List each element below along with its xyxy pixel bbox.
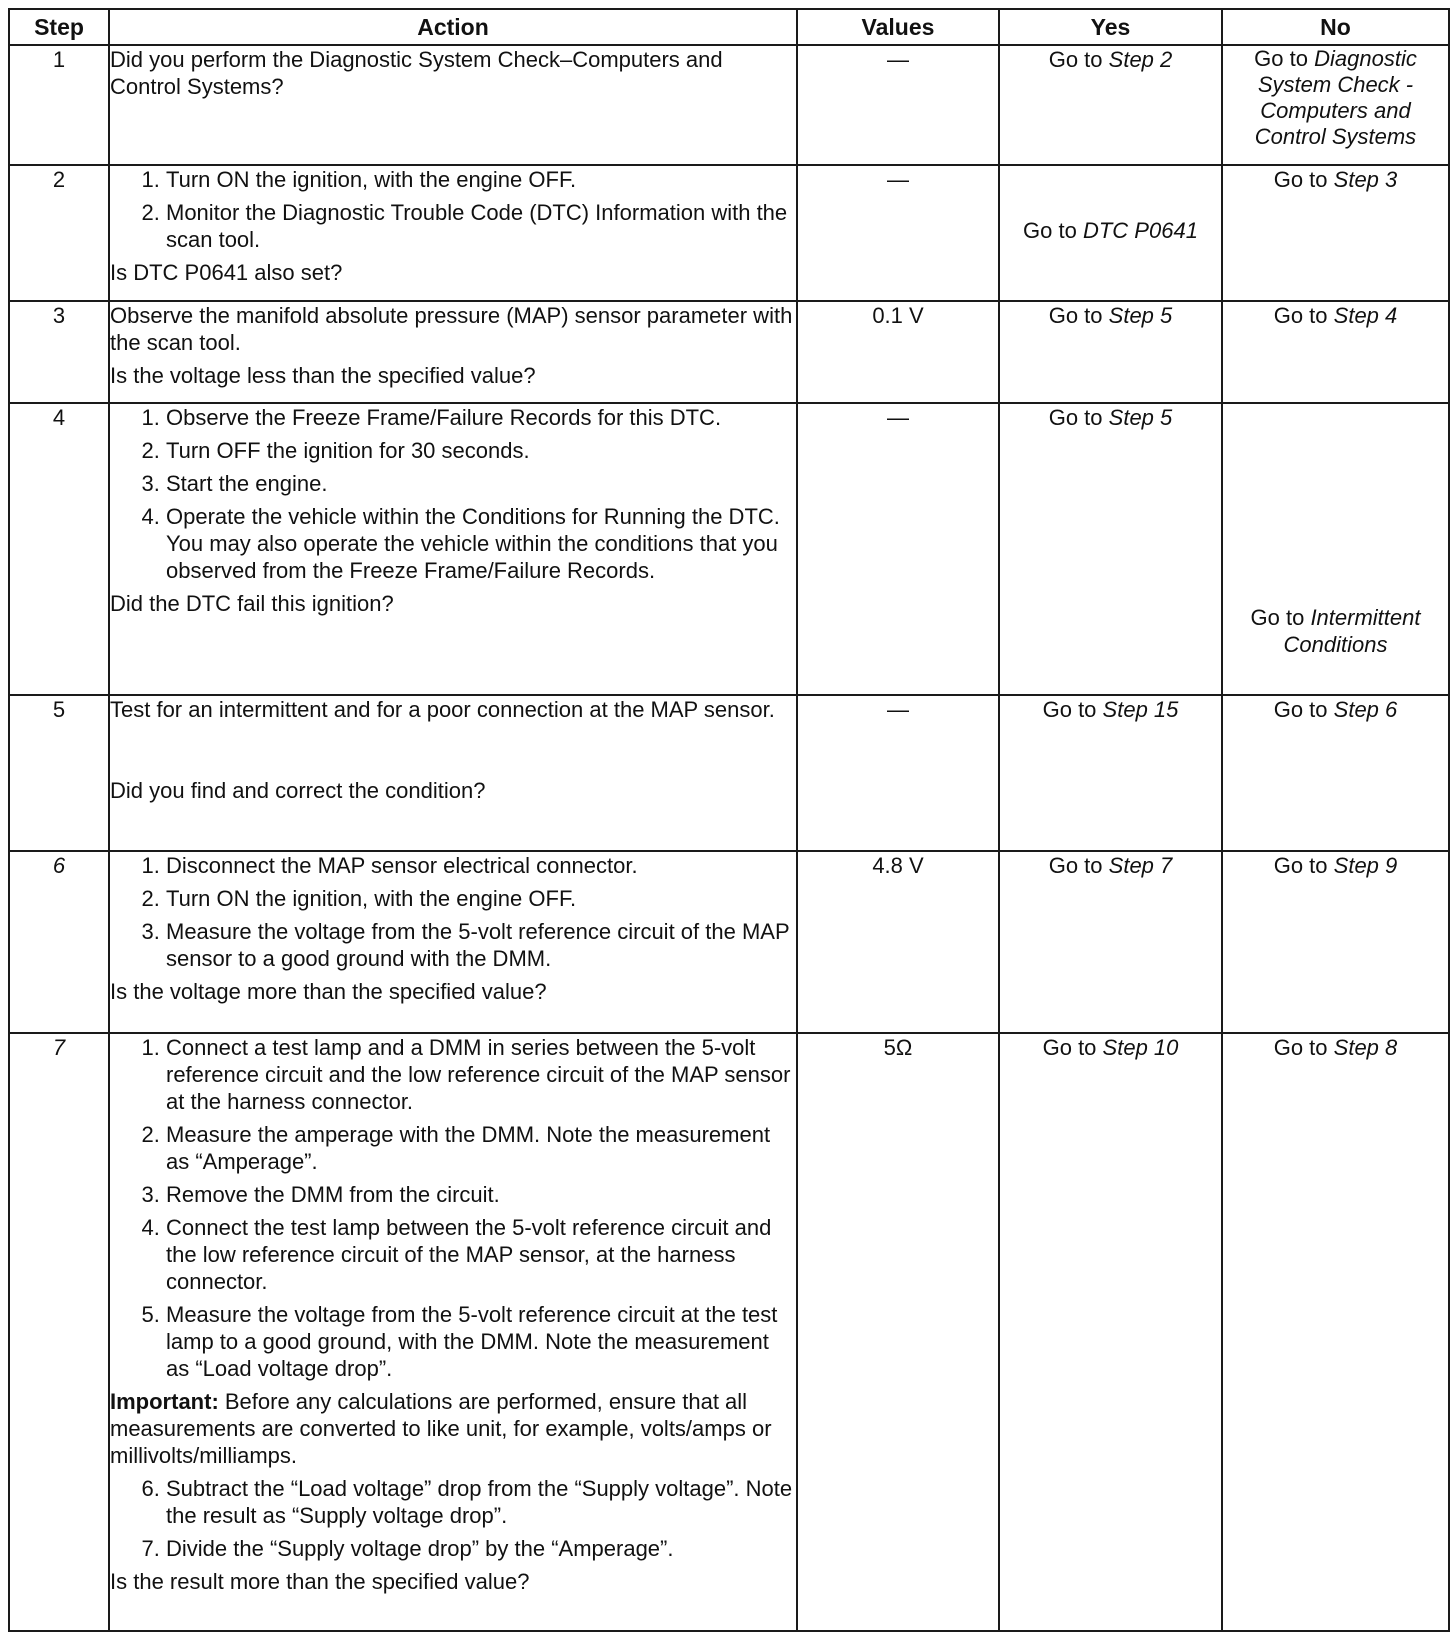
go-to-label: Go to [1023, 218, 1077, 243]
action-text: Did you perform the Diagnostic System Check–Computers and Control Systems? [110, 47, 723, 99]
value-text: — [887, 167, 909, 192]
go-to-label: Go to [1250, 605, 1305, 630]
diagnostic-table [8, 8, 1450, 1632]
go-to-label: Go to [1048, 405, 1103, 430]
yes-cell [999, 1033, 1222, 1631]
list-item: 1. Disconnect the MAP sensor electrical connector. [166, 852, 796, 879]
value-text: — [887, 405, 909, 430]
step-cell [9, 851, 109, 1033]
no-cell [1222, 1033, 1449, 1631]
go-to-label: Go to [1042, 697, 1097, 722]
yes-link[interactable]: Step 5 [1108, 405, 1173, 430]
action-steps [110, 1034, 796, 1382]
no-link[interactable]: Step 4 [1333, 303, 1398, 328]
action-cell [109, 165, 797, 301]
step-number: 3 [52, 303, 66, 328]
table-row [9, 1033, 1449, 1631]
step-cell [9, 301, 109, 403]
go-to-label: Go to [1273, 303, 1328, 328]
action-text: Observe the manifold absolute pressure (MAP) sensor parameter with the scan tool. [110, 303, 793, 355]
table-row [9, 695, 1449, 851]
go-to-label: Go to [1048, 853, 1103, 878]
header-action: Action [109, 9, 797, 45]
value-text: 0.1 V [872, 303, 924, 328]
list-item: 6. Subtract the “Load voltage” drop from the “Supply voltage”. Note the result as “Supply voltage drop”. [166, 1475, 796, 1529]
go-to-label: Go to [1042, 1035, 1097, 1060]
action-question: Is the voltage more than the specified value? [110, 979, 547, 1004]
value-text: — [887, 47, 909, 72]
step-number: 7 [52, 1035, 66, 1060]
list-item: 3. Remove the DMM from the circuit. [166, 1181, 796, 1208]
go-to-label: Go to [1048, 47, 1103, 72]
table-row [9, 45, 1449, 165]
step-cell [9, 695, 109, 851]
no-cell [1222, 165, 1449, 301]
list-item: 2. Turn ON the ignition, with the engine OFF. [166, 885, 796, 912]
step-number: 1 [52, 47, 66, 72]
no-cell [1222, 301, 1449, 403]
value-text: — [887, 697, 909, 722]
action-cell [109, 851, 797, 1033]
header-row [9, 9, 1449, 45]
action-question: Is the voltage less than the specified value? [110, 363, 536, 388]
yes-link[interactable]: Step 2 [1108, 47, 1173, 72]
yes-cell [999, 301, 1222, 403]
no-link[interactable]: Diagnostic System Check - Computers and Control Systems [1254, 46, 1417, 149]
values-cell [797, 695, 999, 851]
action-question: Did you find and correct the condition? [110, 778, 486, 803]
header-no: No [1222, 9, 1449, 45]
list-item: 1. Observe the Freeze Frame/Failure Records for this DTC. [166, 404, 796, 431]
list-item: 1. Turn ON the ignition, with the engine OFF. [166, 166, 796, 193]
values-cell [797, 403, 999, 695]
values-cell [797, 851, 999, 1033]
step-cell [9, 45, 109, 165]
go-to-label: Go to [1048, 303, 1103, 328]
table-row [9, 403, 1449, 695]
go-to-label: Go to [1273, 1035, 1328, 1060]
action-question: Is DTC P0641 also set? [110, 260, 343, 285]
no-cell [1222, 851, 1449, 1033]
action-cell [109, 695, 797, 851]
important-note [110, 1388, 796, 1469]
step-cell [9, 403, 109, 695]
list-item: 4. Connect the test lamp between the 5-volt reference circuit and the low reference circuit of the MAP sensor, at the harness connector. [166, 1214, 796, 1295]
header-values: Values [797, 9, 999, 45]
table-row [9, 301, 1449, 403]
action-cell [109, 301, 797, 403]
no-link[interactable]: Step 6 [1333, 697, 1398, 722]
no-link[interactable]: Step 3 [1333, 167, 1398, 192]
table-row [9, 165, 1449, 301]
go-to-label: Go to [1273, 697, 1328, 722]
value-text: 4.8 V [872, 853, 924, 878]
list-item: 7. Divide the “Supply voltage drop” by the “Amperage”. [166, 1535, 796, 1562]
list-item: 1. Connect a test lamp and a DMM in series between the 5-volt reference circuit and the low reference circuit of the MAP sensor at the harness connector. [166, 1034, 796, 1115]
go-to-label: Go to [1273, 853, 1328, 878]
list-item: 3. Start the engine. [166, 470, 796, 497]
action-steps-continued [110, 1475, 796, 1562]
table-row [9, 851, 1449, 1033]
action-cell [109, 45, 797, 165]
values-cell [797, 165, 999, 301]
yes-link[interactable]: Step 10 [1102, 1035, 1179, 1060]
list-item: 2. Measure the amperage with the DMM. Note the measurement as “Amperage”. [166, 1121, 796, 1175]
step-number: 2 [52, 167, 66, 192]
yes-link[interactable]: Step 5 [1108, 303, 1173, 328]
action-steps [110, 852, 796, 972]
yes-cell [999, 851, 1222, 1033]
go-to-label: Go to [1254, 46, 1308, 71]
no-link[interactable]: Step 8 [1333, 1035, 1398, 1060]
step-number: 6 [52, 853, 66, 878]
yes-link[interactable]: DTC P0641 [1082, 218, 1198, 243]
action-cell [109, 1033, 797, 1631]
yes-link[interactable]: Step 7 [1108, 853, 1173, 878]
value-text: 5Ω [883, 1035, 913, 1060]
no-cell [1222, 695, 1449, 851]
action-question: Did the DTC fail this ignition? [110, 591, 394, 616]
step-number: 5 [52, 697, 66, 722]
list-item: 4. Operate the vehicle within the Conditions for Running the DTC. You may also operate the vehicle within the conditions that you observed from the Freeze Frame/Failure Records. [166, 503, 796, 584]
list-item: 2. Turn OFF the ignition for 30 seconds. [166, 437, 796, 464]
go-to-label: Go to [1273, 167, 1328, 192]
no-cell [1222, 403, 1449, 695]
action-steps [110, 404, 796, 584]
list-item: 5. Measure the voltage from the 5-volt reference circuit at the test lamp to a good ground, with the DMM. Note the measurement as “Load voltage drop”. [166, 1301, 796, 1382]
no-link[interactable]: Step 9 [1333, 853, 1398, 878]
action-steps [110, 166, 796, 253]
values-cell [797, 45, 999, 165]
step-cell [9, 1033, 109, 1631]
important-text: Before any calculations are performed, ensure that all measurements are converted to like unit, for example, volts/amps or millivolts/milliamps. [110, 1389, 772, 1468]
yes-cell [999, 45, 1222, 165]
values-cell [797, 1033, 999, 1631]
yes-cell [999, 695, 1222, 851]
yes-cell [999, 403, 1222, 695]
step-number: 4 [52, 405, 66, 430]
action-question: Is the result more than the specified value? [110, 1569, 530, 1594]
action-cell [109, 403, 797, 695]
list-item: 3. Measure the voltage from the 5-volt reference circuit of the MAP sensor to a good ground with the DMM. [166, 918, 796, 972]
step-cell [9, 165, 109, 301]
header-step: Step [9, 9, 109, 45]
no-link[interactable]: Intermittent Conditions [1283, 605, 1421, 657]
yes-cell [999, 165, 1222, 301]
yes-link[interactable]: Step 15 [1102, 697, 1179, 722]
no-cell [1222, 45, 1449, 165]
list-item: 2. Monitor the Diagnostic Trouble Code (DTC) Information with the scan tool. [166, 199, 796, 253]
header-yes: Yes [999, 9, 1222, 45]
values-cell [797, 301, 999, 403]
action-text: Test for an intermittent and for a poor connection at the MAP sensor. [110, 697, 775, 722]
important-label: Important: [110, 1389, 219, 1414]
